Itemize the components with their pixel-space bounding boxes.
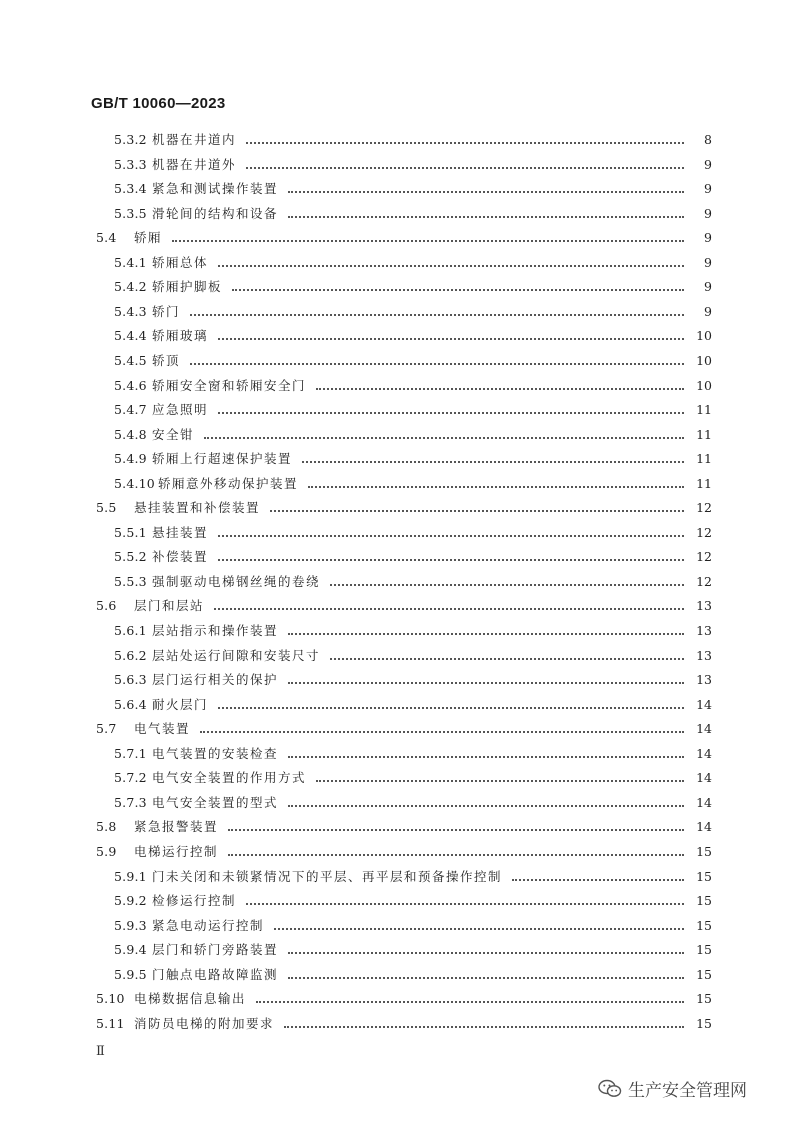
dot-leader: [330, 657, 684, 660]
dot-leader: [218, 558, 684, 561]
toc-entry-number: 5.9.4: [114, 942, 147, 958]
toc-entry-title: 电气装置: [134, 721, 191, 737]
toc-entry-page: 14: [696, 745, 712, 761]
toc-entry[interactable]: [114, 791, 712, 815]
toc-entry-number: 5.5: [96, 500, 117, 516]
toc-entry-page: 14: [696, 696, 712, 712]
dot-leader: [218, 264, 684, 267]
toc-entry-title: 机器在井道内: [152, 132, 237, 147]
dot-leader: [228, 828, 684, 831]
dot-leader: [200, 730, 684, 733]
toc-entry[interactable]: [96, 987, 712, 1011]
dot-leader: [330, 583, 684, 586]
toc-entry-page: 15: [696, 991, 712, 1007]
toc-entry-page: 13: [696, 672, 712, 688]
toc-entry[interactable]: [114, 914, 712, 938]
toc-entry-page: 9: [704, 205, 712, 221]
dot-leader: [302, 460, 684, 463]
document-code-header: GB/T 10060—2023: [91, 95, 226, 112]
dot-leader: [218, 337, 684, 340]
toc-entry-title: 检修运行控制: [152, 893, 237, 909]
dot-leader: [288, 215, 684, 218]
toc-entry-title: 耐火层门: [152, 696, 209, 712]
toc-entry[interactable]: [114, 275, 712, 299]
dot-leader: [284, 1025, 684, 1028]
toc-entry-number: 5.7.1: [114, 745, 147, 761]
toc-entry-number: 5.10: [96, 991, 125, 1007]
toc-entry[interactable]: [96, 717, 712, 741]
dot-leader: [214, 607, 684, 610]
dot-leader: [172, 239, 684, 242]
toc-entry-page: 9: [704, 230, 712, 246]
toc-entry[interactable]: [114, 545, 712, 569]
wechat-icon: [598, 1079, 622, 1099]
toc-entry-page: 15: [696, 917, 712, 933]
toc-entry-page: 11: [696, 475, 712, 491]
toc-entry-page: 9: [704, 156, 712, 172]
toc-entry[interactable]: [114, 300, 712, 324]
toc-entry-number: 5.4.2: [114, 279, 147, 295]
page-numeral: Ⅱ: [96, 1044, 104, 1059]
dot-leader: [288, 681, 684, 684]
toc-entry[interactable]: [114, 324, 712, 348]
toc-entry-page: 9: [704, 303, 712, 319]
toc-entry-number: 5.9: [96, 843, 117, 859]
toc-entry-title: 电梯运行控制: [134, 843, 219, 859]
toc-entry-number: 5.4.9: [114, 451, 147, 467]
toc-entry-number: 5.3.5: [114, 205, 147, 221]
dot-leader: [288, 951, 684, 954]
toc-entry-number: 5.9.2: [114, 893, 147, 909]
toc-entry-title: 门未关闭和未锁紧情况下的平层、再平层和预备操作控制: [152, 868, 503, 884]
watermark-text: 生产安全管理网: [628, 1081, 747, 1101]
toc-entry[interactable]: [114, 202, 712, 226]
toc-entry[interactable]: [114, 521, 712, 545]
toc-entry[interactable]: [114, 938, 712, 962]
toc-entry-title: 轿厢护脚板: [152, 279, 223, 295]
toc-entry-title: 滑轮间的结构和设备: [152, 205, 279, 221]
toc-entry[interactable]: [114, 963, 712, 987]
toc-entry-page: 9: [704, 279, 712, 295]
toc-entry-number: 5.5.2: [114, 549, 147, 565]
toc-entry-number: 5.6.4: [114, 696, 147, 712]
dot-leader: [288, 190, 684, 193]
dot-leader: [246, 902, 684, 905]
toc-entry[interactable]: [114, 374, 712, 398]
toc-entry-title: 紧急报警装置: [134, 819, 219, 835]
dot-leader: [246, 166, 684, 169]
toc-entry-page: 13: [696, 647, 712, 663]
dot-leader: [274, 927, 684, 930]
toc-entry-title: 强制驱动电梯钢丝绳的卷绕: [152, 573, 321, 589]
toc-entry-number: 5.5.1: [114, 524, 147, 540]
toc-entry-title: 安全钳: [152, 426, 195, 442]
toc-entry-title: 电气装置的安装检查: [152, 745, 279, 761]
dot-leader: [232, 288, 684, 291]
toc-entry[interactable]: [114, 423, 712, 447]
toc-entry[interactable]: [114, 153, 712, 177]
toc-entry-number: 5.6.1: [114, 623, 147, 638]
toc-entry-page: 11: [696, 451, 712, 467]
toc-entry-page: 15: [696, 843, 712, 859]
toc-entry-title: 紧急电动运行控制: [152, 917, 265, 933]
toc-entry-number: 5.7.2: [114, 770, 147, 786]
toc-entry[interactable]: [114, 644, 712, 668]
toc-entry-number: 5.9.1: [114, 868, 147, 884]
toc-entry-number: 5.4.4: [114, 328, 147, 344]
toc-entry-title: 层门和轿门旁路装置: [152, 942, 279, 958]
toc-entry-title: 电气安全装置的型式: [152, 794, 279, 810]
toc-entry[interactable]: [96, 815, 712, 839]
dot-leader: [218, 411, 684, 414]
toc-entry[interactable]: [114, 251, 712, 275]
toc-entry-number: 5.6.3: [114, 672, 147, 688]
toc-entry-title: 轿厢: [134, 230, 163, 246]
toc-entry-number: 5.6.2: [114, 647, 147, 663]
toc-entry-title: 消防员电梯的附加要求: [134, 1015, 275, 1031]
toc-entry-title: 层门和层站: [134, 598, 205, 614]
toc-entry[interactable]: [114, 619, 712, 643]
toc-entry[interactable]: [114, 766, 712, 790]
toc-entry-number: 5.4.6: [114, 377, 147, 393]
toc-entry-title: 紧急和测试操作装置: [152, 181, 279, 197]
dot-leader: [270, 509, 684, 512]
toc-entry-number: 5.4.10: [114, 475, 155, 491]
toc-entry-title: 轿门: [152, 303, 181, 319]
toc-entry-number: 5.4: [96, 230, 117, 246]
toc-entry-page: 14: [696, 819, 712, 835]
toc-entry[interactable]: [114, 570, 712, 594]
toc-entry-page: 10: [696, 328, 712, 344]
toc-entry-title: 悬挂装置: [152, 524, 209, 540]
toc-entry-title: 轿厢安全窗和轿厢安全门: [152, 377, 307, 393]
toc-entry-title: 层站指示和操作装置: [152, 623, 279, 638]
toc-entry-page: 10: [696, 377, 712, 393]
toc-entry-number: 5.4.8: [114, 426, 147, 442]
toc-entry-page: 8: [704, 132, 712, 147]
toc-entry-number: 5.11: [96, 1015, 125, 1031]
dot-leader: [288, 804, 684, 807]
dot-leader: [288, 755, 684, 758]
dot-leader: [316, 387, 684, 390]
toc-entry-page: 12: [696, 500, 712, 516]
toc-entry[interactable]: [96, 226, 712, 250]
toc-entry-number: 5.9.3: [114, 917, 147, 933]
toc-entry[interactable]: [114, 128, 712, 152]
dot-leader: [288, 976, 684, 979]
toc-entry-page: 10: [696, 352, 712, 368]
toc-entry-title: 层站处运行间隙和安装尺寸: [152, 647, 321, 663]
toc-entry-number: 5.8: [96, 819, 117, 835]
toc-entry-title: 轿厢总体: [152, 254, 209, 270]
dot-leader: [512, 878, 684, 881]
toc-entry[interactable]: [114, 865, 712, 889]
toc-entry-page: 9: [704, 181, 712, 197]
dot-leader: [228, 853, 684, 856]
dot-leader: [218, 706, 684, 709]
toc-entry-title: 电梯数据信息输出: [134, 991, 247, 1007]
toc-entry[interactable]: [96, 840, 712, 864]
toc-entry-page: 12: [696, 573, 712, 589]
dot-leader: [218, 534, 684, 537]
dot-leader: [204, 436, 684, 439]
toc-entry-page: 12: [696, 549, 712, 565]
toc-entry[interactable]: [96, 496, 712, 520]
toc-entry-title: 轿顶: [152, 352, 181, 368]
toc-entry-number: 5.4.5: [114, 352, 147, 368]
toc-entry-page: 15: [696, 942, 712, 958]
toc-entry[interactable]: [114, 472, 712, 496]
toc-entry-page: 13: [696, 598, 712, 614]
toc-entry-title: 应急照明: [152, 402, 209, 418]
toc-entry-number: 5.7.3: [114, 794, 147, 810]
toc-entry-title: 轿厢意外移动保护装置: [158, 475, 299, 491]
toc-entry-title: 补偿装置: [152, 549, 209, 565]
dot-leader: [246, 141, 684, 144]
toc-entry-number: 5.3.4: [114, 181, 147, 197]
watermark: [598, 1076, 747, 1101]
toc-entry-page: 15: [696, 893, 712, 909]
toc-entry[interactable]: [114, 447, 712, 471]
toc-entry-number: 5.7: [96, 721, 117, 737]
toc-entry[interactable]: [114, 349, 712, 373]
toc-entry[interactable]: [114, 742, 712, 766]
toc-entry[interactable]: [114, 693, 712, 717]
toc-entry[interactable]: [114, 668, 712, 692]
toc-entry-number: 5.4.3: [114, 303, 147, 319]
toc-entry-number: 5.4.1: [114, 254, 147, 270]
toc-entry[interactable]: [114, 889, 712, 913]
toc-entry-page: 15: [696, 868, 712, 884]
dot-leader: [190, 313, 684, 316]
dot-leader: [256, 1000, 684, 1003]
dot-leader: [190, 362, 684, 365]
toc-entry-number: 5.3.2: [114, 132, 147, 147]
toc-entry-page: 15: [696, 966, 712, 982]
toc-entry-title: 电气安全装置的作用方式: [152, 770, 307, 786]
toc-entry[interactable]: [96, 594, 712, 618]
dot-leader: [288, 632, 684, 635]
toc-entry[interactable]: [114, 177, 712, 201]
toc-entry-number: 5.9.5: [114, 966, 147, 982]
toc-entry-number: 5.3.3: [114, 156, 147, 172]
toc-entry-number: 5.5.3: [114, 573, 147, 589]
toc-entry-title: 轿厢玻璃: [152, 328, 209, 344]
dot-leader: [308, 485, 684, 488]
toc-entry-number: 5.6: [96, 598, 117, 614]
toc-entry-page: 14: [696, 794, 712, 810]
dot-leader: [316, 779, 684, 782]
toc-entry-page: 14: [696, 770, 712, 786]
toc-entry-page: 9: [704, 254, 712, 270]
toc-entry-title: 轿厢上行超速保护装置: [152, 451, 293, 467]
toc-entry-page: 11: [696, 426, 712, 442]
toc-entry-title: 层门运行相关的保护: [152, 672, 279, 688]
toc-entry-page: 14: [696, 721, 712, 737]
toc-entry-page: 12: [696, 524, 712, 540]
toc-entry-title: 悬挂装置和补偿装置: [134, 500, 261, 516]
toc-entry-page: 11: [696, 402, 712, 418]
toc-entry[interactable]: [114, 398, 712, 422]
toc-entry-number: 5.4.7: [114, 402, 147, 418]
toc-entry-page: 15: [696, 1015, 712, 1031]
toc-entry-title: 机器在井道外: [152, 156, 237, 172]
toc-entry[interactable]: [96, 1012, 712, 1036]
toc-entry-title: 门触点电路故障监测: [152, 966, 279, 982]
toc-entry-page: 13: [696, 623, 712, 638]
